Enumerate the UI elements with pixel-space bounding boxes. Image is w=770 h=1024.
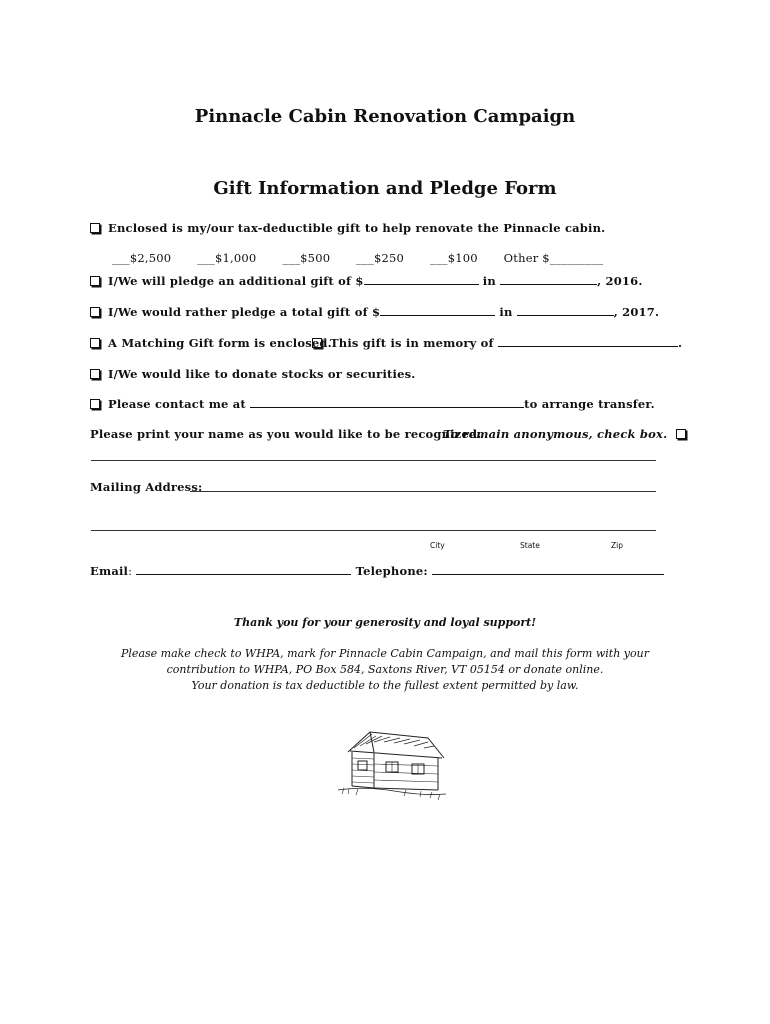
memory-gift-label: This gift is in memory of (330, 336, 494, 350)
pledge-total-year: , 2017. (613, 305, 660, 319)
anonymous-row (443, 427, 694, 441)
amount-option-500[interactable]: ___$500 (282, 251, 331, 265)
mailing-address-label: Mailing Address: (90, 480, 203, 494)
pledge-additional-in: in (478, 274, 501, 288)
amount-option-1000[interactable]: ___$1,000 (197, 251, 257, 265)
pledge-total-row (90, 305, 659, 319)
amount-option-100[interactable]: ___$100 (429, 251, 478, 265)
amount-option-250[interactable]: ___$250 (356, 251, 405, 265)
amount-options (112, 251, 625, 265)
pledge-additional-month-field[interactable] (500, 274, 597, 285)
print-name-label: Please print your name as you would like to be recognized. (90, 427, 482, 441)
enclosed-gift-row (90, 221, 605, 235)
name-field[interactable] (91, 460, 656, 461)
pledge-total-month-field[interactable] (517, 305, 614, 316)
pledge-additional-amount-field[interactable] (364, 274, 479, 285)
page-title: Pinnacle Cabin Renovation Campaign (194, 106, 576, 127)
footer-line-2: contribution to WHPA, PO Box 584, Saxtons River, VT 05154 or donate online. (166, 663, 604, 676)
pledge-total-in: in (495, 305, 517, 319)
stocks-row (90, 367, 416, 381)
contact-row (90, 397, 655, 411)
contact-field[interactable] (250, 397, 524, 408)
email-colon: : (128, 564, 133, 578)
thank-you-text: Thank you for your generosity and loyal support! (233, 616, 537, 629)
footer-line-3: Your donation is tax deductible to the fullest extent permitted by law. (191, 679, 579, 692)
amount-option-other[interactable]: Other $_________ (503, 251, 604, 265)
matching-gift-label: A Matching Gift form is enclosed. (108, 336, 332, 350)
email-field[interactable] (136, 564, 351, 575)
pledge-total-checkbox[interactable] (90, 307, 100, 317)
telephone-field[interactable] (432, 564, 664, 575)
email-label: Email (90, 564, 129, 578)
pledge-total-label: I/We would rather pledge a total gift of $ (108, 305, 381, 319)
city-label: City (430, 541, 445, 550)
anonymous-checkbox[interactable] (676, 429, 686, 439)
zip-label: Zip (611, 541, 623, 550)
memory-period: . (677, 336, 683, 350)
telephone-label: Telephone: (355, 564, 428, 578)
state-label: State (520, 541, 540, 550)
city-state-zip-field[interactable] (91, 530, 656, 531)
memory-name-field[interactable] (498, 336, 678, 347)
contact-label: Please contact me at (108, 397, 251, 411)
enclosed-gift-checkbox[interactable] (90, 223, 100, 233)
pledge-total-amount-field[interactable] (380, 305, 495, 316)
print-name-row (90, 427, 481, 441)
mailing-address-row (90, 480, 202, 494)
amount-option-2500[interactable]: ___$2,500 (112, 251, 172, 265)
footer-line-1: Please make check to WHPA, mark for Pinnacle Cabin Campaign, and mail this form with your (121, 647, 649, 660)
contact-suffix: to arrange transfer. (524, 397, 655, 411)
contact-checkbox[interactable] (90, 399, 100, 409)
contact-info-row (90, 564, 664, 578)
memory-gift-checkbox[interactable] (312, 338, 322, 348)
enclosed-gift-label: Enclosed is my/our tax-deductible gift to help renovate the Pinnacle cabin. (108, 221, 606, 235)
anonymous-label: To remain anonymous, check box. (443, 427, 668, 441)
pledge-additional-year: , 2016. (597, 274, 643, 288)
matching-row (90, 336, 332, 350)
form-subtitle: Gift Information and Pledge Form (213, 178, 557, 199)
mailing-address-field[interactable] (190, 491, 656, 492)
memory-row (312, 336, 682, 350)
stocks-label: I/We would like to donate stocks or securities. (108, 367, 416, 381)
pledge-additional-label: I/We will pledge an additional gift of $ (108, 274, 364, 288)
pledge-additional-checkbox[interactable] (90, 276, 100, 286)
stocks-checkbox[interactable] (90, 369, 100, 379)
pledge-additional-row (90, 274, 643, 288)
matching-gift-checkbox[interactable] (90, 338, 100, 348)
cabin-sketch-image (334, 728, 448, 802)
